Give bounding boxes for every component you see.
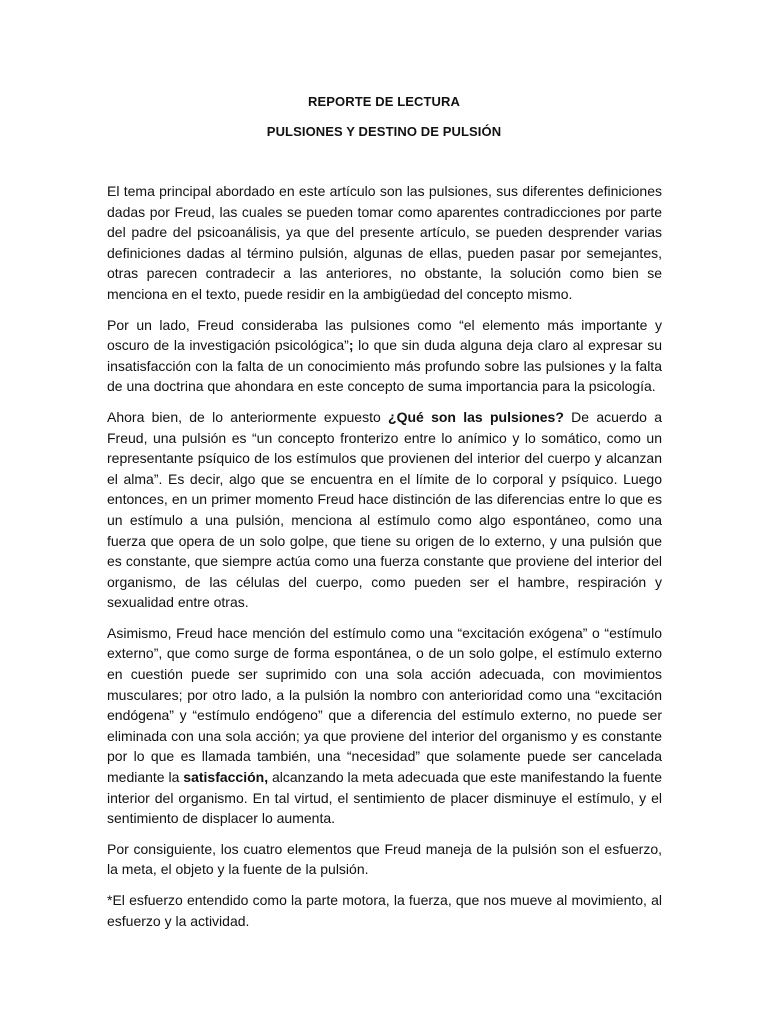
paragraph-4-bold-term: satisfacción, xyxy=(183,769,269,786)
paragraph-3-question: ¿Qué son las pulsiones? xyxy=(388,408,564,425)
document-body xyxy=(107,181,662,931)
paragraph-2-text-a: Por un lado, Freud consideraba las pulsiones como “el elemento más importante y oscuro de la investigación psicológica” xyxy=(107,316,662,354)
paragraph-6: *El esfuerzo entendido como la parte motora, la fuerza, que nos mueve al movimiento, al esfuerzo y la actividad. xyxy=(107,892,662,929)
paragraph-1: El tema principal abordado en este artículo son las pulsiones, sus diferentes definiciones dadas por Freud, las cuales se pueden tomar como aparentes contradicciones por parte del padre del psicoanálisis, ya que del presente artículo, se pueden desprender varias definiciones dadas al término pulsión, algunas de ellas, pueden pasar por semejantes, otras parecen contradecir a las anteriores, no obstante, la solución como bien se menciona en el texto, puede residir en la ambigüedad del concepto mismo. xyxy=(107,183,662,302)
paragraph-2-semicolon: ; xyxy=(348,337,354,354)
document-title: REPORTE DE LECTURA xyxy=(307,94,461,109)
paragraph-2 xyxy=(107,315,662,397)
paragraph-2-text-c: lo que sin duda alguna deja claro al expresar su insatisfacción con la falta de un conocimiento más profundo sobre las pulsiones y la falta de una doctrina que ahondara en este concepto de suma importancia para la psicología. xyxy=(107,337,662,395)
paragraph-4-text-a: Asimismo, Freud hace mención del estímulo como una “excitación exógena” o “estímulo externo”, que como surge de forma espontánea, o de un solo golpe, el estímulo externo en cuestión puede ser suprimido con una sola acción adecuada, con movimientos musculares; por otro lado, a la pulsión la nombro con anterioridad como una “excitación endógena” y “estímulo endógeno” que a diferencia del estímulo externo, no puede ser eliminada con una sola acción; ya que proviene del interior del organismo y es constante por lo que es llamada también, una “necesidad” que solamente puede ser cancelada mediante la xyxy=(107,624,662,786)
paragraph-3-text-c: De acuerdo a Freud, una pulsión es “un concepto fronterizo entre lo anímico y lo somático, como un representante psíquico de los estímulos que provienen del interior del cuerpo y alcanzan el alma”. Es decir, algo que se encuentra en el límite de lo corporal y psíquico. Luego entonces, en un primer momento Freud hace distinción de las diferencias entre lo que es un estímulo a una pulsión, menciona al estímulo como algo espontáneo, como una fuerza que opera de un solo golpe, que tiene su origen de lo externo, y una pulsión que es constante, que siempre actúa como una fuerza constante que proviene del interior del organismo, de las células del cuerpo, como pueden ser el hambre, respiración y sexualidad entre otras. xyxy=(107,408,662,611)
document-subtitle: PULSIONES Y DESTINO DE PULSIÓN xyxy=(266,124,502,139)
paragraph-3-text-a: Ahora bien, de lo anteriormente expuesto xyxy=(107,408,389,425)
paragraph-5: Por consiguiente, los cuatro elementos que Freud maneja de la pulsión son el esfuerzo, la meta, el objeto y la fuente de la pulsión. xyxy=(107,840,662,878)
paragraph-4-text-c: alcanzando la meta adecuada que este manifestando la fuente interior del organismo. En tal virtud, el sentimiento de placer disminuye el estímulo, y el sentimiento de displacer lo aumenta. xyxy=(107,769,662,827)
paragraph-4 xyxy=(107,623,662,829)
paragraph-3 xyxy=(107,407,662,613)
